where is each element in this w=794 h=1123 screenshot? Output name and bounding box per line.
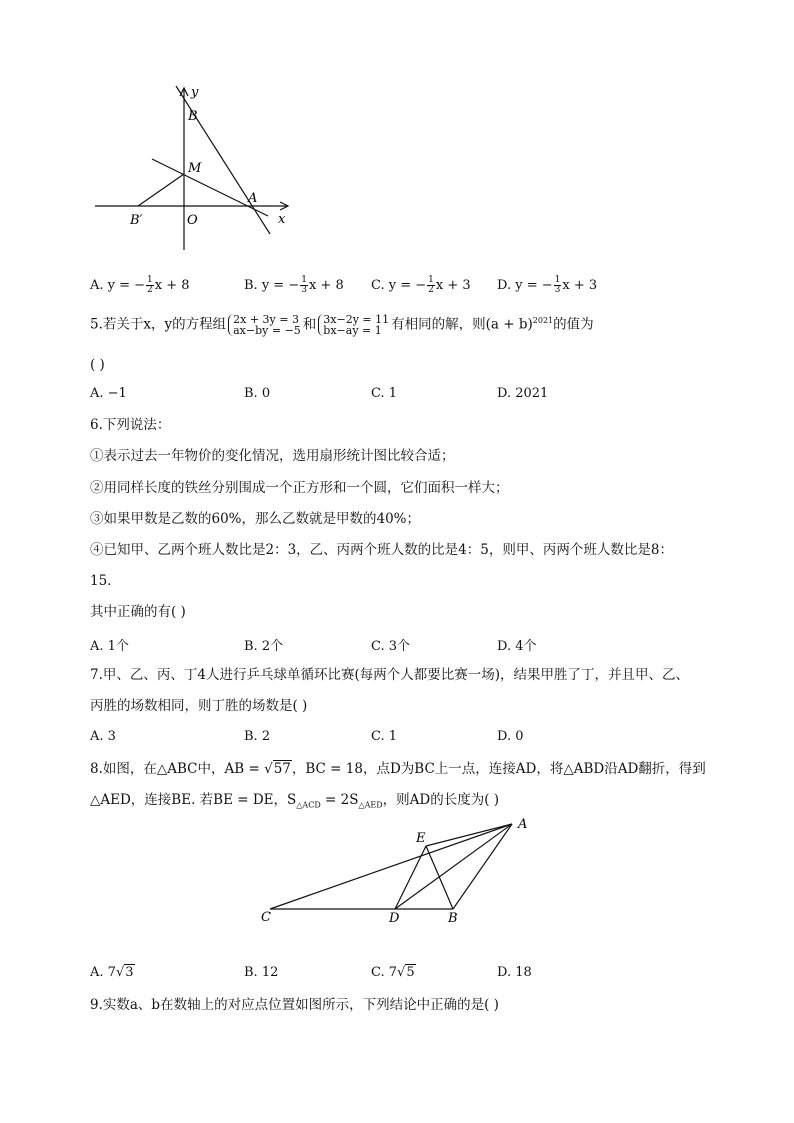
q5-option-c[interactable]: C. 1 [371, 386, 398, 401]
q5-bracket: ( ) [90, 357, 105, 373]
line-ma [152, 159, 268, 216]
q8-option-d[interactable]: D. 18 [497, 965, 532, 980]
label-m: M [188, 161, 202, 176]
q7-option-b[interactable]: B. 2 [244, 729, 271, 744]
q7-stem-line-2: 丙胜的场数相同，则丁胜的场数是( ) [90, 698, 308, 714]
q4-option-c[interactable]: C. y = − $\frac{1}{2}$ x + 3 [371, 275, 471, 295]
label-b-prime: B′ [130, 213, 143, 228]
q4-option-b[interactable]: B. y = − $\frac{1}{3}$ x + 8 [244, 275, 344, 295]
q7-option-c[interactable]: C. 1 [371, 729, 398, 744]
segment-bprime-m [138, 174, 184, 206]
triangle-figure [258, 814, 538, 930]
q5-stem: 5.若关于x，y的方程组 2x + 3y = 3 ax−by = −5 和 3x−2y = 11 bx−ay = 1 有相同的解，则$(a + b)^{2021}$的值为 [90, 313, 594, 337]
segment-eb [426, 846, 453, 909]
q6-ask: 其中正确的有( ) [90, 604, 186, 620]
label-y: y [191, 85, 199, 100]
label-x: x [278, 212, 286, 227]
label-b: B [448, 911, 458, 926]
q6-title: 6.下列说法： [90, 417, 171, 433]
q6-statement-3: ③如果甲数是乙数的60%，那么乙数就是甲数的40%； [90, 511, 421, 527]
q6-option-c[interactable]: C. 3个 [371, 639, 411, 654]
q6-statement-2: ②用同样长度的铁丝分别围成一个正方形和一个圆，它们面积一样大； [90, 480, 509, 496]
label-a: A [518, 817, 528, 832]
label-o: O [187, 213, 198, 228]
label-d: D [389, 911, 400, 926]
segment-de [395, 846, 426, 909]
q6-option-b[interactable]: B. 2个 [244, 639, 284, 654]
q5-option-a[interactable]: A. −1 [90, 386, 127, 401]
label-a: A [248, 191, 258, 206]
q6-option-d[interactable]: D. 4个 [497, 639, 537, 654]
q6-statement-1: ①表示过去一年物价的变化情况，选用扇形统计图比较合适； [90, 448, 455, 464]
label-e: E [416, 831, 426, 846]
q8-option-b[interactable]: B. 12 [244, 965, 279, 980]
segment-da [395, 824, 512, 909]
equation-system-1: 2x + 3y = 3 ax−by = −5 [228, 314, 301, 336]
q8-stem-line-1: 8.如图，在△ABC中，AB = √57，BC = 18，点D为BC上一点，连接AD，将△ABD沿AD翻折，得到 [90, 761, 706, 777]
q6-statement-4-cont: 15． [90, 573, 121, 589]
q8-stem-line-2: △AED，连接BE. 若BE = DE，$S_{\triangle ACD} = 2S_{\triangle AED}$，则AD的长度为( ) [90, 792, 500, 810]
q6-statement-4: ④已知甲、乙两个班人数比是2：3，乙、丙两个班人数的比是4：5，则甲、丙两个班人数比是8： [90, 542, 673, 558]
q9-stem: 9.实数a、b在数轴上的对应点位置如图所示，下列结论中正确的是( ) [90, 997, 499, 1013]
q5-option-b[interactable]: B. 0 [244, 386, 271, 401]
label-b: B [188, 109, 198, 124]
q7-option-a[interactable]: A. 3 [90, 729, 116, 744]
q6-option-a[interactable]: A. 1个 [90, 639, 129, 654]
q8-option-a[interactable]: A. 7√3 [90, 965, 134, 980]
q8-option-c[interactable]: C. 7√5 [371, 965, 415, 980]
equation-system-2: 3x−2y = 11 bx−ay = 1 [318, 314, 389, 336]
q4-option-d[interactable]: D. y = − $\frac{1}{3}$ x + 3 [497, 275, 598, 295]
segment-ca [270, 824, 512, 909]
label-c: C [261, 910, 271, 925]
q7-stem-line-1: 7.甲、乙、丙、丁4人进行乒乓球单循环比赛(每两个人都要比赛一场)，结果甲胜了丁，并且甲、乙、 [90, 667, 690, 683]
q7-option-d[interactable]: D. 0 [497, 729, 524, 744]
coordinate-figure [90, 82, 300, 257]
q4-option-a[interactable]: A. y = − $\frac{1}{2}$ x + 8 [90, 275, 190, 295]
q5-option-d[interactable]: D. 2021 [497, 386, 549, 401]
